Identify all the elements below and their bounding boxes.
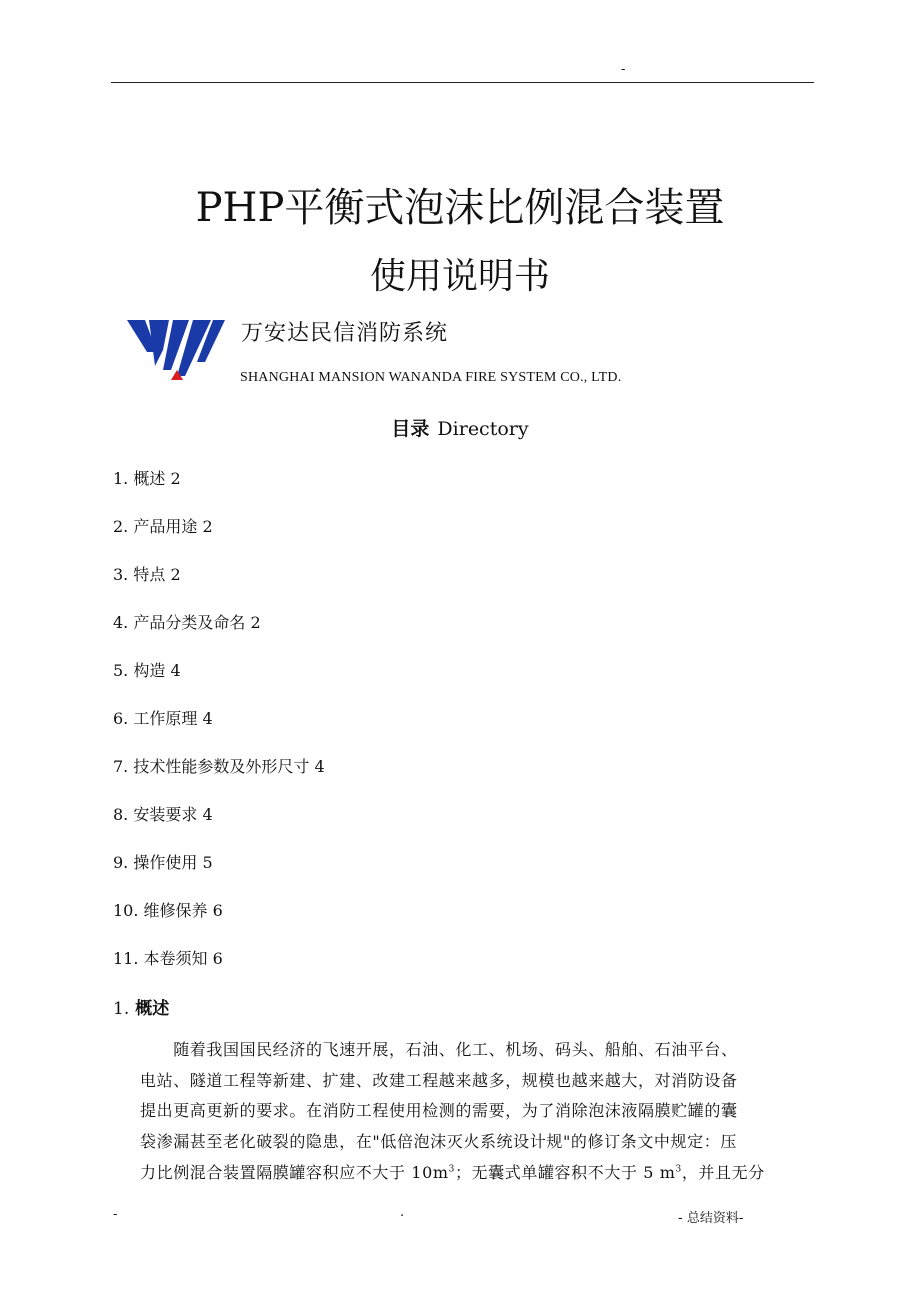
- toc-item[interactable]: 9. 操作使用 5: [113, 853, 213, 872]
- toc-item[interactable]: 11. 本卷须知 6: [113, 949, 223, 968]
- paragraph-text: ，并且无分: [681, 1163, 765, 1182]
- paragraph-line: 提出更高更新的要求。在消防工程使用检测的需要，为了消除泡沫液隔膜贮罐的囊: [140, 1101, 738, 1120]
- paragraph-line: [140, 1160, 765, 1183]
- toc-item[interactable]: 8. 安装要求 4: [113, 805, 213, 824]
- toc-item[interactable]: 5. 构造 4: [113, 661, 181, 680]
- paragraph-line: 随着我国国民经济的飞速开展，石油、化工、机场、码头、船舶、石油平台、: [140, 1040, 738, 1059]
- superscript: 3: [675, 1164, 682, 1175]
- paragraph-line: 电站、隧道工程等新建、扩建、改建工程越来越多，规模也越来越大，对消防设备: [140, 1071, 738, 1090]
- paragraph-text: 力比例混合装置隔膜罐容积应不大于 10m: [140, 1163, 449, 1182]
- footer-middle: .: [400, 1205, 405, 1220]
- toc-item[interactable]: 6. 工作原理 4: [113, 709, 213, 728]
- company-name-en: SHANGHAI MANSION WANANDA FIRE SYSTEM CO., LTD.: [240, 370, 622, 385]
- document-subtitle: 使用说明书: [369, 256, 550, 297]
- toc-heading-en: Directory: [437, 418, 529, 440]
- section-title: 概述: [135, 999, 170, 1019]
- toc-item[interactable]: 7. 技术性能参数及外形尺寸 4: [113, 757, 325, 776]
- paragraph-text: ；无囊式单罐容积不大于 5 m: [454, 1163, 676, 1182]
- toc-item[interactable]: 10. 维修保养 6: [113, 901, 223, 920]
- section-number: 1.: [113, 999, 130, 1019]
- superscript: 3: [448, 1164, 455, 1175]
- document-title: PHP平衡式泡沫比例混合装置: [195, 185, 725, 231]
- header-mark: -: [621, 62, 626, 77]
- header-rule: [111, 82, 814, 83]
- toc-heading: [0, 414, 920, 441]
- footer-right: - 总结资料-: [678, 1211, 744, 1226]
- toc-item[interactable]: 3. 特点 2: [113, 565, 181, 584]
- toc-item[interactable]: 1. 概述 2: [113, 469, 181, 488]
- company-name-cn: 万安达民信消防系统: [241, 321, 449, 346]
- toc-item[interactable]: 2. 产品用途 2: [113, 517, 213, 536]
- footer-left: -: [113, 1207, 118, 1222]
- company-logo: [125, 316, 227, 382]
- section-heading: [113, 994, 169, 1019]
- toc-item[interactable]: 4. 产品分类及命名 2: [113, 613, 261, 632]
- toc-heading-cn: 目录: [391, 418, 430, 440]
- paragraph-line: 袋渗漏甚至老化破裂的隐患，在"低倍泡沫灭火系统设计规"的修订条文中规定：压: [140, 1132, 737, 1151]
